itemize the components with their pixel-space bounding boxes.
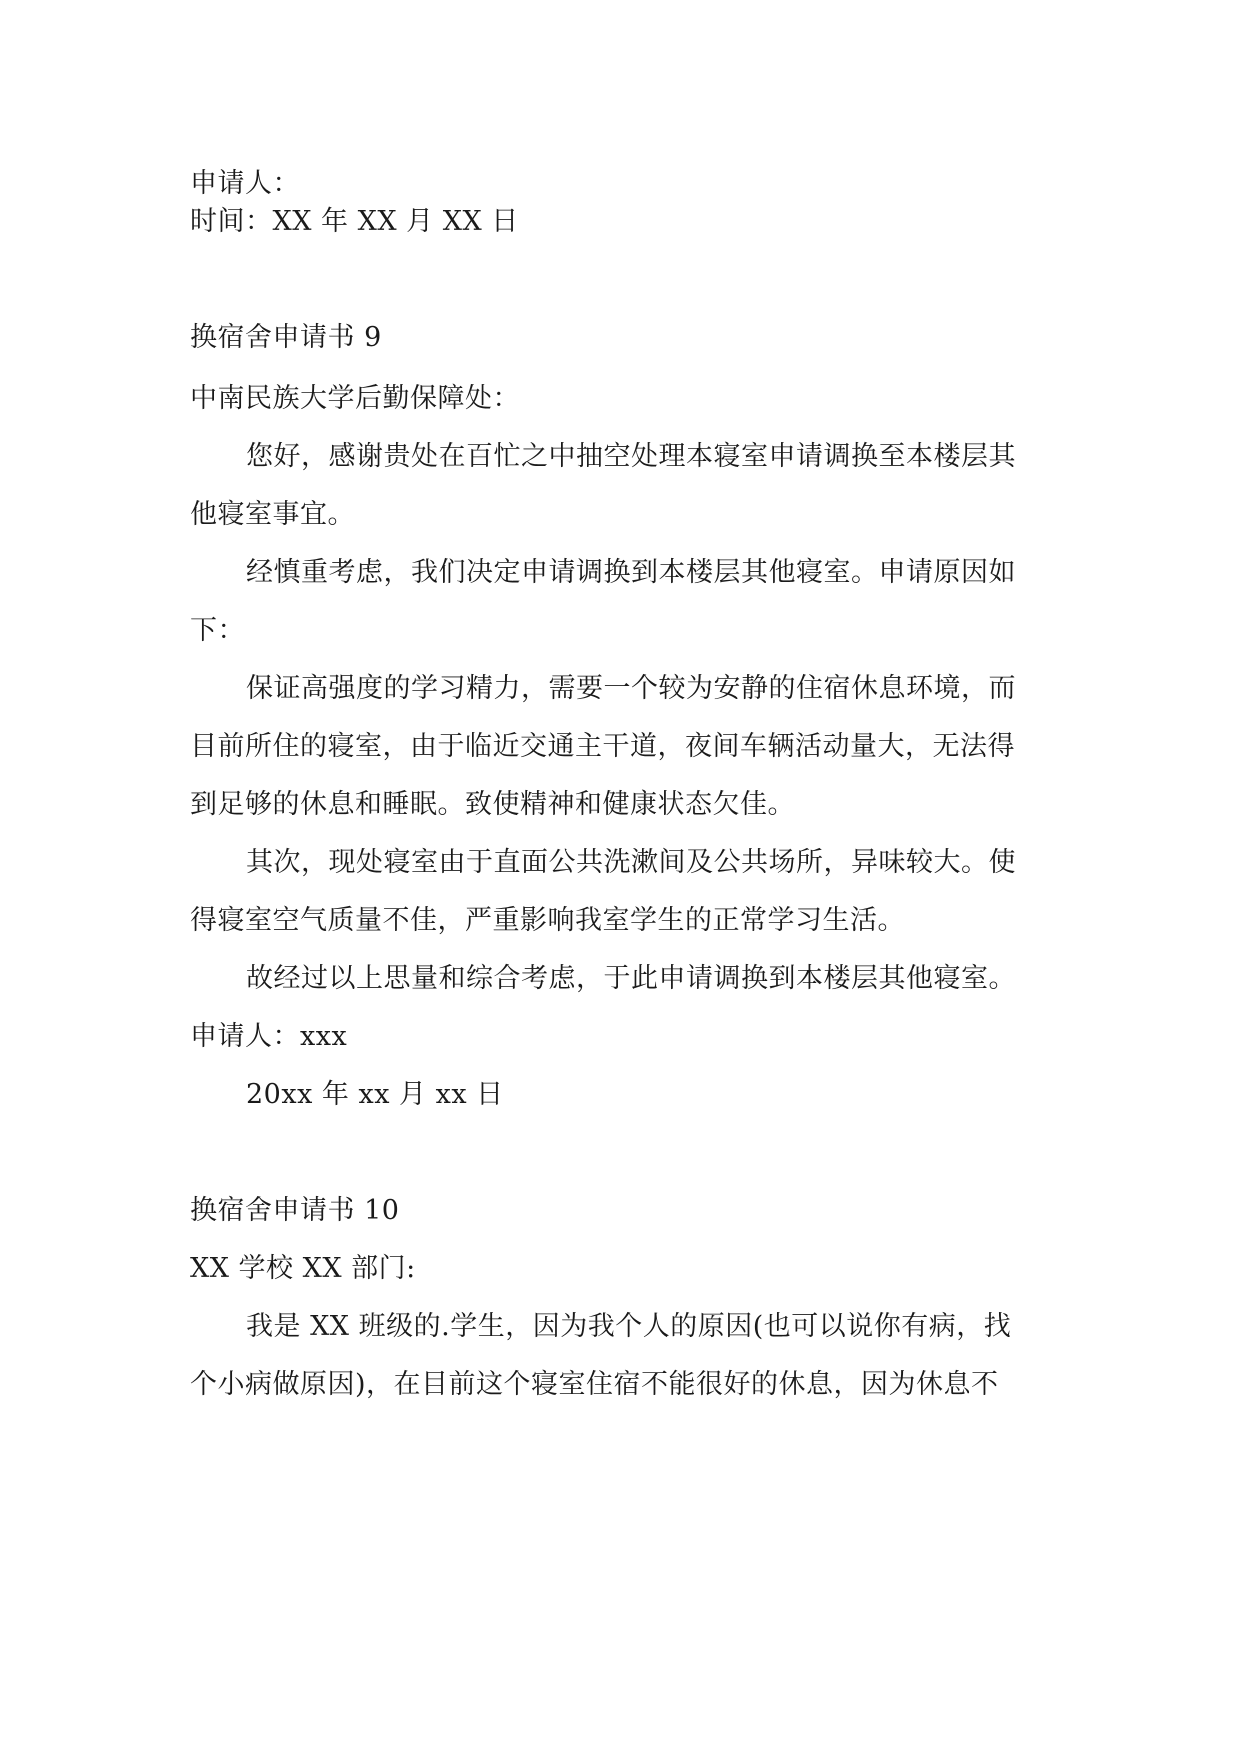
- letter-9-paragraph-2-line-2: 下：: [190, 615, 245, 646]
- letter-9-date: 20xx 年 xx 月 xx 日: [246, 1079, 504, 1110]
- letter-9-paragraph-4-line-2: 得寝室空气质量不佳，严重影响我室学生的正常学习生活。: [190, 905, 905, 936]
- letter-9-paragraph-1-line-1: 您好，感谢贵处在百忙之中抽空处理本寝室申请调换至本楼层其: [246, 441, 1016, 472]
- letter-9-paragraph-3-line-1: 保证高强度的学习精力，需要一个较为安静的住宿休息环境，而: [246, 673, 1016, 704]
- letter-9-title: 换宿舍申请书 9: [190, 322, 382, 353]
- letter-9-addressee: 中南民族大学后勤保障处：: [190, 383, 520, 414]
- letter-9-paragraph-5-line-1: 故经过以上思量和综合考虑，于此申请调换到本楼层其他寝室。: [246, 963, 1016, 994]
- letter-9-paragraph-2-line-1: 经慎重考虑，我们决定申请调换到本楼层其他寝室。申请原因如: [246, 557, 1016, 588]
- letter-9-paragraph-1-line-2: 他寝室事宜。: [190, 499, 355, 530]
- time-line: 时间：XX 年 XX 月 XX 日: [190, 206, 519, 237]
- applicant-label: 申请人：: [190, 168, 300, 199]
- letter-9-paragraph-4-line-1: 其次，现处寝室由于直面公共洗漱间及公共场所，异味较大。使: [246, 847, 1016, 878]
- letter-10-paragraph-1-line-1: 我是 XX 班级的.学生，因为我个人的原因(也可以说你有病，找: [246, 1311, 1012, 1342]
- letter-9-paragraph-3-line-3: 到足够的休息和睡眠。致使精神和健康状态欠佳。: [190, 789, 795, 820]
- letter-10-addressee: XX 学校 XX 部门:: [190, 1253, 416, 1284]
- letter-9-applicant: 申请人：xxx: [190, 1021, 348, 1052]
- letter-10-title: 换宿舍申请书 10: [190, 1195, 400, 1226]
- letter-10-paragraph-1-line-2: 个小病做原因)，在目前这个寝室住宿不能很好的休息，因为休息不: [190, 1369, 999, 1400]
- letter-9-paragraph-3-line-2: 目前所住的寝室，由于临近交通主干道，夜间车辆活动量大，无法得: [190, 731, 1015, 762]
